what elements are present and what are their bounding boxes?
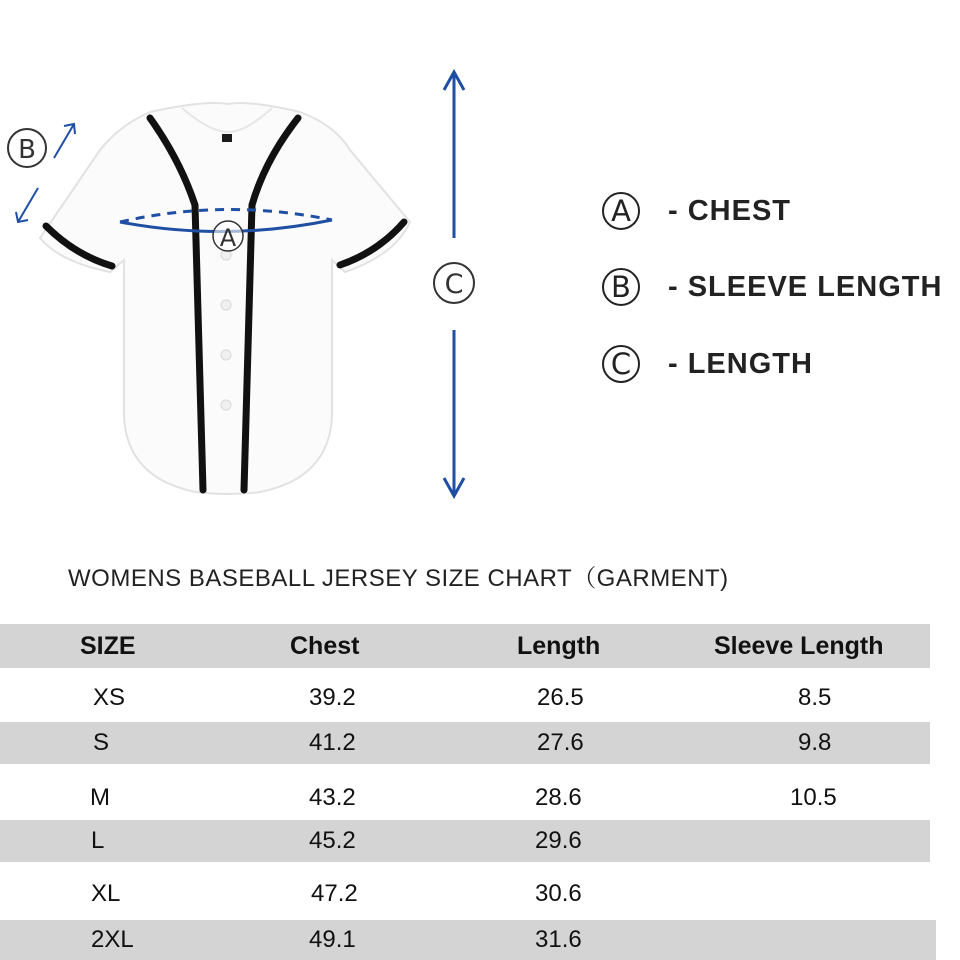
cell-chest: 41.2 xyxy=(309,729,356,756)
cell-chest: 47.2 xyxy=(311,880,358,907)
legend-item-sleeve-length xyxy=(602,264,942,310)
header-length: Length xyxy=(517,631,601,660)
cell-size: S xyxy=(93,729,110,756)
table-row xyxy=(0,872,930,916)
table-row xyxy=(0,776,930,820)
marker-c-label: C xyxy=(444,269,464,300)
table-row xyxy=(0,676,930,720)
marker-b-label: B xyxy=(18,135,36,165)
legend-item-chest xyxy=(602,188,791,234)
cell-length: 31.6 xyxy=(535,926,582,953)
cell-length: 27.6 xyxy=(537,729,584,756)
cell-size: L xyxy=(91,827,105,854)
size-chart-title: WOMENS BASEBALL JERSEY SIZE CHART（GARMENT) xyxy=(68,565,729,592)
cell-length: 26.5 xyxy=(537,684,584,711)
legend-label: - SLEEVE LENGTH xyxy=(668,270,943,303)
table-header-row xyxy=(0,624,930,668)
cell-size: XL xyxy=(91,880,121,907)
legend-label: - LENGTH xyxy=(668,347,813,380)
jersey-illustration xyxy=(40,103,410,494)
legend-symbol: A xyxy=(602,192,640,230)
cell-length: 30.6 xyxy=(535,880,582,907)
cell-length: 29.6 xyxy=(535,827,582,854)
cell-sleeve-length: 9.8 xyxy=(798,729,832,756)
cell-chest: 49.1 xyxy=(309,926,356,953)
cell-size: 2XL xyxy=(91,926,134,953)
cell-size: M xyxy=(90,784,110,811)
header-sleeve-length: Sleeve Length xyxy=(714,631,884,660)
size-table xyxy=(0,624,960,960)
cell-size: XS xyxy=(93,684,126,711)
cell-chest: 45.2 xyxy=(309,827,356,854)
legend-symbol: B xyxy=(602,268,640,306)
cell-length: 28.6 xyxy=(535,784,582,811)
legend-symbol: C xyxy=(602,345,640,383)
cell-chest: 39.2 xyxy=(309,684,356,711)
cell-chest: 43.2 xyxy=(309,784,356,811)
legend-label: - CHEST xyxy=(668,194,791,227)
header-chest: Chest xyxy=(290,631,360,660)
header-size: SIZE xyxy=(80,631,136,660)
legend-item-length xyxy=(602,341,813,387)
cell-sleeve-length: 8.5 xyxy=(798,684,832,711)
table-row xyxy=(0,920,936,960)
marker-a-label: A xyxy=(219,224,237,252)
table-row xyxy=(0,820,930,862)
cell-sleeve-length: 10.5 xyxy=(790,784,837,811)
table-row xyxy=(0,722,930,764)
